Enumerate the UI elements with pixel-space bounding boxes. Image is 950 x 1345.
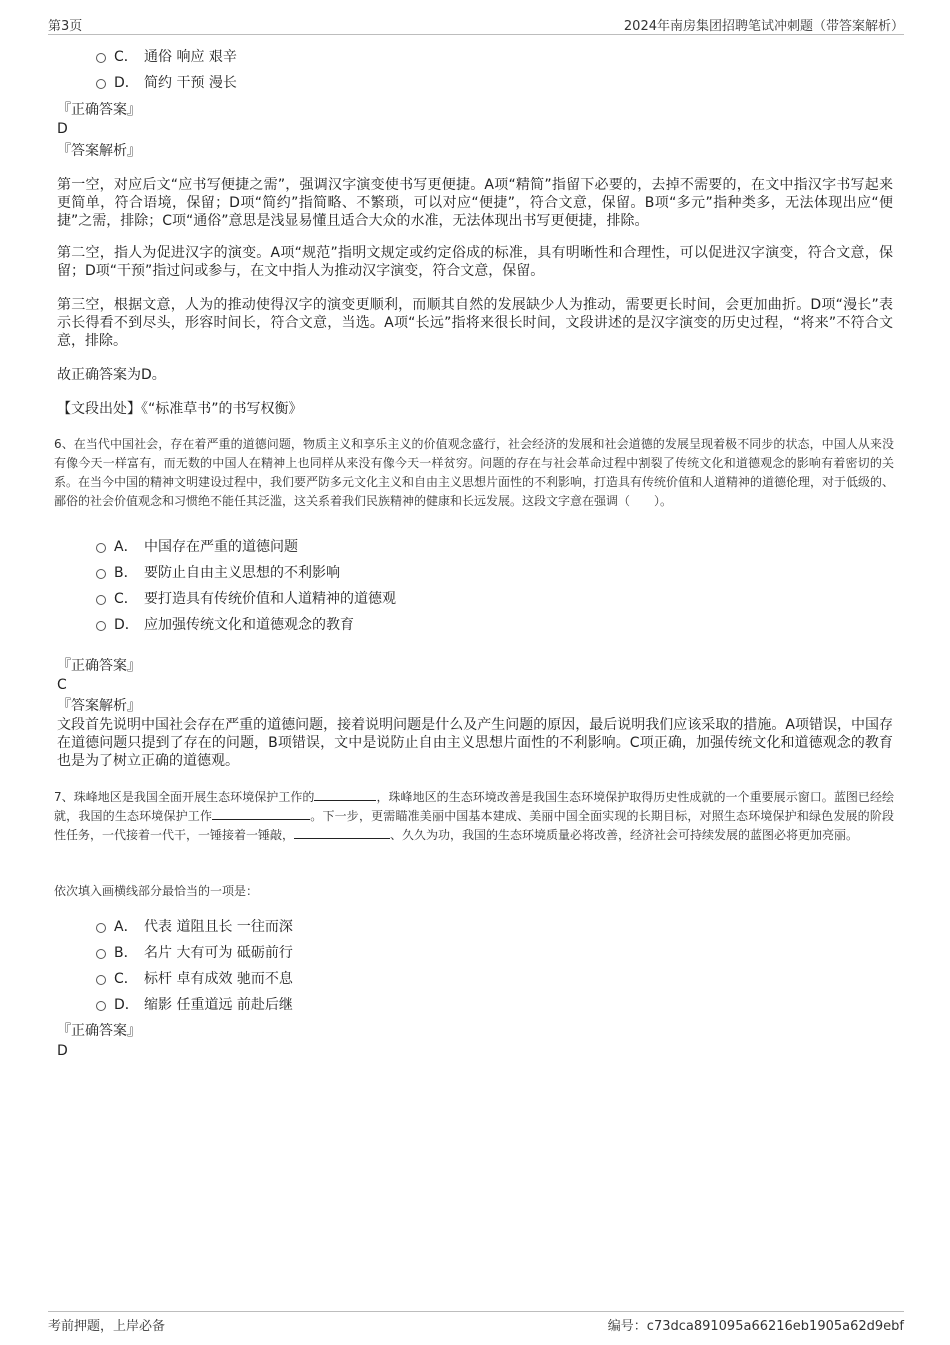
footer-slogan: 考前押题，上岸必备 (48, 1319, 166, 1334)
q7-blank-1 (314, 788, 376, 801)
q5-option-c[interactable]: C． 通俗 响应 艰辛 (96, 48, 237, 66)
radio-icon[interactable] (96, 1001, 106, 1011)
q5-analysis-p2: 第二空，指人为促进汉字的演变。A项“规范”指明文规定或约定俗成的标准，具有明晰性和合理性，可以促进汉字演变，符合文意，保留；D项“干预”指过问或参与，在文中指人为推动汉字演变，符合文意，保留。 (57, 245, 893, 279)
q7-stem: 7、珠峰地区是我国全面开展生态环境保护工作的 ，珠峰地区的生态环境改善是我国生态环境保护取得历史性成就的一个重要展示窗口。蓝图已经绘就，我国的生态环境保护工作 。下一步，更需瞄准美丽中国基本建成、美丽中国全面实现的长期目标，对照生态环境保护和绿色发展的阶段性任务，一代接着一代干，一锤接着一锤敲， 、久久为功，我国的生态环境质量必将改善，经济社会可持续发展的蓝图必将更加亮丽。 (54, 790, 894, 842)
q5-answer-label: 『正确答案』 (57, 102, 141, 118)
q7-option-d[interactable]: D． 缩影 任重道远 前赴后继 (96, 996, 293, 1014)
q7-option-a[interactable]: A． 代表 道阻且长 一往而深 (96, 918, 293, 936)
q7-option-b[interactable]: B． 名片 大有可为 砥砺前行 (96, 944, 293, 962)
radio-icon[interactable] (96, 975, 106, 985)
radio-icon[interactable] (96, 53, 106, 63)
q5-analysis-p3: 第三空，根据文意，人为的推动使得汉字的演变更顺利，而顺其自然的发展缺少人为推动，需要更长时间，会更加曲折。D项“漫长”表示长得看不到尽头，形容时间长，符合文意，当选。A项“长远”指将来很长时间，文段讲述的是汉字演变的历史过程，“将来”不符合文意，排除。 (57, 297, 893, 349)
radio-icon[interactable] (96, 569, 106, 579)
radio-icon[interactable] (96, 595, 106, 605)
radio-icon[interactable] (96, 923, 106, 933)
q7-answer-label: 『正确答案』 (57, 1023, 141, 1039)
q7-answer: D (57, 1043, 68, 1059)
page-header (48, 14, 904, 35)
q7-option-c[interactable]: C． 标杆 卓有成效 驰而不息 (96, 970, 293, 988)
q6-option-d[interactable]: D． 应加强传统文化和道德观念的教育 (96, 616, 354, 634)
q6-option-c[interactable]: C． 要打造具有传统价值和人道精神的道德观 (96, 590, 396, 608)
radio-icon[interactable] (96, 543, 106, 553)
q6-answer: C (57, 677, 67, 693)
q6-option-b[interactable]: B． 要防止自由主义思想的不利影响 (96, 564, 340, 582)
q5-answer: D (57, 121, 68, 137)
q6-answer-label: 『正确答案』 (57, 658, 141, 674)
radio-icon[interactable] (96, 949, 106, 959)
document-id: 编号：c73dca891095a66216eb1905a62d9ebf (607, 1319, 904, 1334)
q5-conclusion: 故正确答案为D。 (57, 367, 166, 383)
q5-analysis-p1: 第一空，对应后文“应书写便捷之需”，强调汉字演变使书写更便捷。A项“精简”指留下必要的，去掉不需要的，在文中指汉字书写起来更简单，符合语境，保留；D项“简约”指简略、不繁琐，可以对应“便捷”，符合文意，保留。B项“多元”指种类多，无法体现出应“便捷”之需，排除；C项“通俗”意思是浅显易懂且适合大众的水准，无法体现出书写更便捷，排除。 (57, 177, 893, 229)
radio-icon[interactable] (96, 79, 106, 89)
document-title: 2024年南房集团招聘笔试冲刺题（带答案解析） (623, 19, 904, 34)
q7-blank-3 (294, 826, 390, 839)
page-number: 第3页 (48, 19, 83, 34)
radio-icon[interactable] (96, 621, 106, 631)
q6-stem: 6、在当代中国社会，存在着严重的道德问题，物质主义和享乐主义的价值观念盛行，社会经济的发展和社会道德的发展呈现着极不同步的状态，中国人从来没有像今天一样富有，而无数的中国人在精神上也同样从来没有像今天一样贫穷。问题的存在与社会革命过程中割裂了传统文化和道德观念的影响有着密切的关系。在当今中国的精神文明建设过程中，我们要严防多元文化主义和自由主义思想片面性的不利影响，打造具有传统价值和人道精神的道德伦理，对于低级的、鄙俗的社会价值观念和习惯绝不能任其泛滥，这关系着我们民族精神的健康和长远发展。这段文字意在强调（ ）。 (54, 437, 895, 508)
q6-option-a[interactable]: A． 中国存在严重的道德问题 (96, 538, 298, 556)
q6-analysis-label: 『答案解析』 (57, 698, 141, 714)
q5-option-d[interactable]: D． 简约 干预 漫长 (96, 74, 237, 92)
q5-source: 【文段出处】《“标准草书”的书写权衡》 (57, 401, 303, 417)
q7-prompt: 依次填入画横线部分最恰当的一项是： (54, 884, 259, 898)
page-footer (48, 1311, 904, 1334)
q5-analysis-label: 『答案解析』 (57, 143, 141, 159)
q7-blank-2 (212, 807, 310, 820)
q6-analysis: 文段首先说明中国社会存在严重的道德问题，接着说明问题是什么及产生问题的原因，最后说明我们应该采取的措施。A项错误，中国存在道德问题只提到了存在的问题，B项错误，文中是说防止自由主义思想片面性的不利影响。C项正确，加强传统文化和道德观念的教育也是为了树立正确的道德观。 (57, 717, 893, 769)
